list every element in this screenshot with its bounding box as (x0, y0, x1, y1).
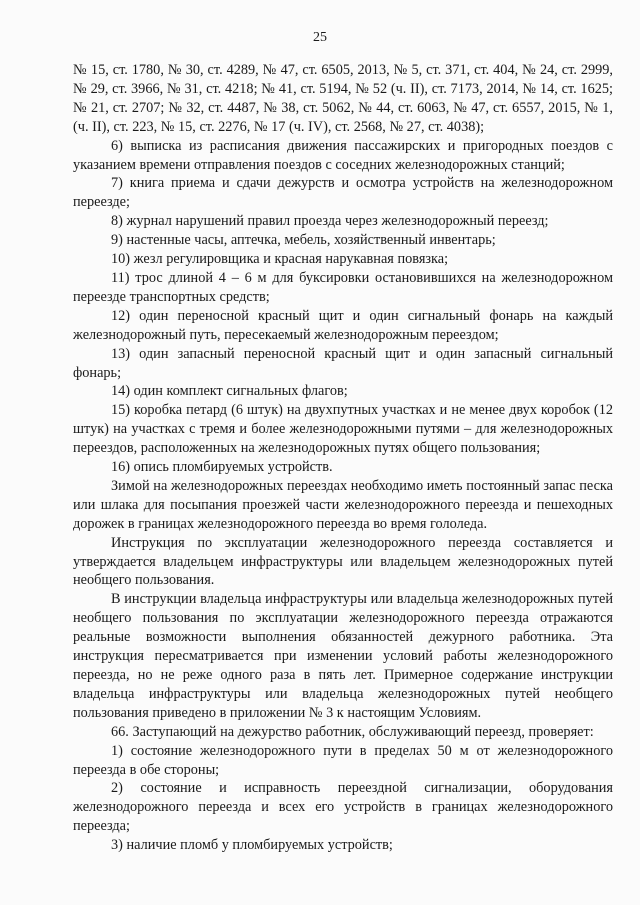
list-item-6: 6) выписка из расписания движения пассажирских и пригородных поездов с указанием времени отправления поездов с соседних железнодорожных станций; (73, 137, 613, 173)
list-item-8: 8) журнал нарушений правил проезда через железнодорожный переезд; (111, 213, 549, 230)
paragraph-instruction-details: В инструкции владельца инфраструктуры или владельца железнодорожных путей необщего пользования по эксплуатации железнодорожного переезда отражаются реальные возможности выполнения обязанностей дежурного работника. Эта инструкция пересматривается при изменении условий работы железнодорожного переезда, но не реже одного раза в пять лет. Примерное содержание инструкции владельца инфраструктуры или владельца железнодорожных путей необщего пользования приведено в приложении № 3 к настоящим Условиям. (73, 591, 613, 721)
check-item-3: 3) наличие пломб у пломбируемых устройств; (111, 837, 393, 854)
paragraph-citation-continuation: № 15, ст. 1780, № 30, ст. 4289, № 47, ст. 6505, 2013, № 5, ст. 371, ст. 404, № 24, ст. 2999, № 29, ст. 3966, № 31, ст. 4218; № 41, ст. 5194, № 52 (ч. II), ст. 7173, 2014, № 14, ст. 1625; № 21, ст. 2707; № 32, ст. 4487, № 38, ст. 5062, № 44, ст. 6063, № 47, ст. 6557, 2015, № 1, (ч. II), ст. 223, № 15, ст. 2276, № 17 (ч. IV), ст. 2568, № 27, ст. 4038); (73, 62, 613, 135)
list-item-12: 12) один переносной красный щит и один сигнальный фонарь на каждый железнодорожный путь, пересекаемый железнодорожным переездом; (73, 307, 613, 343)
list-item-15: 15) коробка петард (6 штук) на двухпутных участках и не менее двух коробок (12 штук) на участках с тремя и более железнодорожными путями – для железнодорожных переездов, расположенных на железнодорожных путях общего пользования; (73, 402, 613, 457)
paragraph-section-66: 66. Заступающий на дежурство работник, обслуживающий переезд, проверяет: (111, 723, 594, 740)
paragraph-winter: Зимой на железнодорожных переездах необходимо иметь постоянный запас песка или шлака для посыпания проезжей части железнодорожного переезда и пешеходных дорожек в границах железнодорожного переезда во время гололеда. (73, 477, 613, 532)
list-item-13: 13) один запасный переносной красный щит и один запасный сигнальный фонарь; (73, 345, 613, 381)
page-number: 25 (313, 30, 327, 45)
list-item-10: 10) жезл регулировщика и красная нарукавная повязка; (111, 251, 449, 268)
check-item-2: 2) состояние и исправность переездной сигнализации, оборудования железнодорожного переезда и всех его устройств в границах железнодорожного переезда; (73, 780, 613, 835)
list-item-7: 7) книга приема и сдачи дежурств и осмотра устройств на железнодорожном переезде; (73, 175, 613, 211)
paragraph-instruction: Инструкция по эксплуатации железнодорожного переезда составляется и утверждается владельцем инфраструктуры или владельцем железнодорожных путей необщего пользования. (73, 534, 613, 589)
check-item-1: 1) состояние железнодорожного пути в пределах 50 м от железнодорожного переезда в обе стороны; (73, 742, 613, 778)
list-item-16: 16) опись пломбируемых устройств. (111, 459, 333, 476)
list-item-11: 11) трос длиной 4 – 6 м для буксировки остановившихся на железнодорожном переезде транспортных средств; (73, 269, 613, 305)
list-item-9: 9) настенные часы, аптечка, мебель, хозяйственный инвентарь; (111, 232, 496, 249)
list-item-14: 14) один комплект сигнальных флагов; (111, 383, 348, 400)
document-body (73, 61, 613, 855)
